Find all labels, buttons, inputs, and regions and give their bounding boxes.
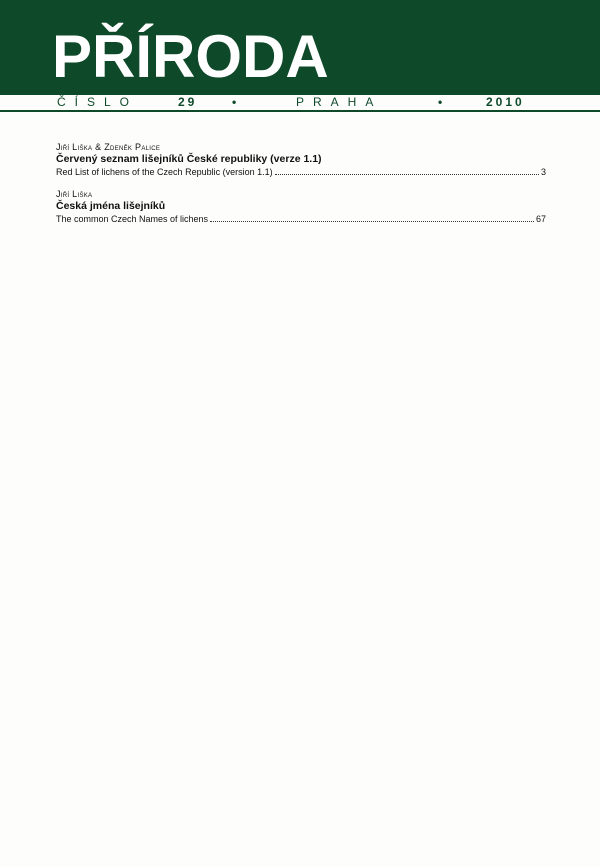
separator-1: • <box>232 95 237 109</box>
entry-title-row <box>56 213 546 225</box>
entry-authors: Jiří Liška & Zdeněk Palice <box>56 142 161 152</box>
issue-line <box>0 95 600 112</box>
dot-leader <box>275 174 539 175</box>
issue-year: 2010 <box>486 95 525 109</box>
header-band <box>0 0 600 95</box>
toc-entry <box>56 141 546 178</box>
issue-number: 29 <box>178 95 198 109</box>
entry-title-english: Red List of lichens of the Czech Republic (version 1.1) <box>56 167 273 177</box>
entry-authors: Jiří Liška <box>56 189 93 199</box>
dot-leader <box>210 221 534 222</box>
issue-city: PRAHA <box>296 95 383 109</box>
entry-title-czech: Červený seznam lišejníků České republiky (verze 1.1) <box>56 153 322 165</box>
table-of-contents <box>56 141 546 235</box>
separator-2: • <box>438 95 443 109</box>
entry-title-english: The common Czech Names of lichens <box>56 214 209 224</box>
issue-label: ČÍSLO <box>57 95 139 109</box>
entry-page-number: 3 <box>540 167 546 177</box>
entry-page-number: 67 <box>535 214 546 224</box>
entry-title-czech: Česká jména lišejníků <box>56 200 166 212</box>
entry-title-row <box>56 166 546 178</box>
toc-entry <box>56 188 546 225</box>
journal-title: PŘÍRODA <box>52 23 329 90</box>
